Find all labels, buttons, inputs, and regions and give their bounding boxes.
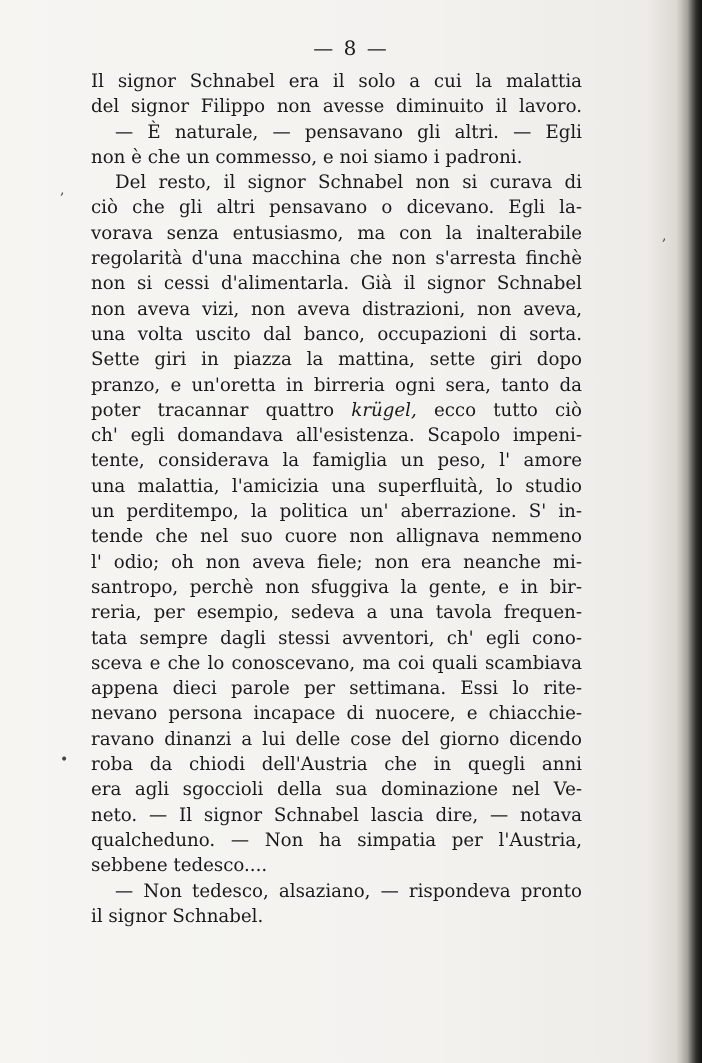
text-line: una volta uscito dal banco, occupazioni di sorta. <box>91 323 582 345</box>
text-line: nevano persona incapace di nuocere, e chiacchie- <box>91 703 582 725</box>
text-line: sceva e che lo conoscevano, ma coi quali scambiava <box>91 652 582 674</box>
text-line: vorava senza entusiasmo, ma con la inalterabile <box>91 222 582 244</box>
text-line: non è che un commesso, e noi siamo i padroni. <box>91 146 523 168</box>
text-line: del signor Filippo non avesse diminuito il lavoro. <box>91 96 582 118</box>
text-line: l' odio; oh non aveva fiele; non era neanche mi- <box>91 551 582 573</box>
text-line: santropo, perchè non sfuggiva la gente, e in bir- <box>91 576 582 598</box>
text-line: tata sempre dagli stessi avventori, ch' egli cono- <box>91 627 582 649</box>
text-line: tente, considerava la famiglia un peso, l' amore <box>91 450 582 472</box>
italic-word: krügel, <box>351 399 417 421</box>
margin-mark: • <box>60 752 69 768</box>
text-line: — È naturale, — pensavano gli altri. — Egli <box>115 121 582 143</box>
text-line: ch' egli domandava all'esistenza. Scapolo impeni- <box>91 425 582 447</box>
page-edge-shadow <box>676 0 702 1063</box>
text-line: sebbene tedesco.... <box>91 855 268 877</box>
text-segment: poter tracannar quattro <box>91 399 335 421</box>
text-line: non si cessi d'alimentarla. Già il signor Schnabel <box>91 273 582 295</box>
text-line: era agli sgoccioli della sua dominazione nel Ve- <box>91 779 582 801</box>
page-number: — 8 — <box>313 36 389 60</box>
margin-mark: , <box>662 228 667 244</box>
text-line: ciò che gli altri pensavano o dicevano. Egli la- <box>91 197 582 219</box>
text-line: Del resto, il signor Schnabel non si curava di <box>115 172 582 194</box>
text-line: appena dieci parole per settimana. Essi lo rite- <box>91 678 582 700</box>
text-line: non aveva vizi, non aveva distrazioni, non aveva, <box>91 298 582 320</box>
text-line: roba da chiodi dell'Austria che in quegli anni <box>91 754 582 776</box>
text-line: un perditempo, la politica un' aberrazione. S' in- <box>91 501 582 523</box>
text-line: il signor Schnabel. <box>91 905 264 927</box>
text-line: una malattia, l'amicizia una superfluità, lo studio <box>91 475 582 497</box>
text-line: regolarità d'una macchina che non s'arresta finchè <box>91 248 582 270</box>
text-line: Sette giri in piazza la mattina, sette giri dopo <box>91 349 582 371</box>
text-segment: ecco tutto ciò <box>433 399 582 421</box>
text-line: — Non tedesco, alsaziano, — rispondeva pronto <box>115 880 582 902</box>
text-line: pranzo, e un'oretta in birreria ogni sera, tanto da <box>91 374 582 396</box>
text-line: qualcheduno. — Non ha simpatia per l'Austria, <box>91 829 582 851</box>
text-line: neto. — Il signor Schnabel lascia dire, — notava <box>91 804 582 826</box>
body-text <box>91 69 582 929</box>
margin-mark: , <box>60 182 65 198</box>
text-line: reria, per esempio, sedeva a una tavola frequen- <box>91 602 582 624</box>
text-line: tende che nel suo cuore non allignava nemmeno <box>91 526 582 548</box>
text-line: ravano dinanzi a lui delle cose del giorno dicendo <box>91 728 582 750</box>
text-line: Il signor Schnabel era il solo a cui la malattia <box>91 71 582 92</box>
text-line-italic <box>91 398 582 423</box>
